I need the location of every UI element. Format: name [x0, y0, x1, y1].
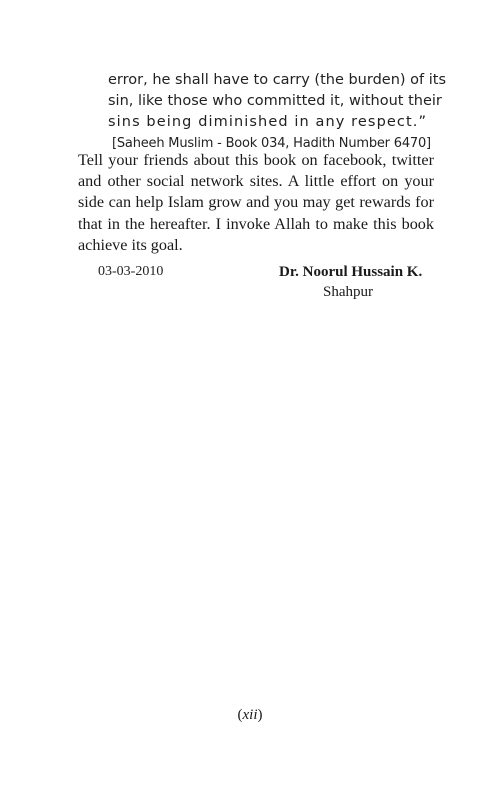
quote-line: sin, like those who committed it, without their — [108, 93, 442, 109]
paragraph-line: achieve its goal. — [78, 235, 183, 254]
page-number-value: xii — [242, 707, 258, 723]
hadith-quote — [108, 70, 447, 154]
signature-block — [279, 262, 422, 302]
quote-line: error, he shall have to carry (the burden) of its — [108, 72, 447, 88]
page-number-open: ( — [237, 707, 243, 723]
author-place: Shahpur — [323, 284, 373, 300]
paragraph-line: side can help Islam grow and you may get rewards for — [78, 193, 434, 212]
quote-citation: [Saheeh Muslim - Book 034, Hadith Number 6470] — [112, 136, 431, 151]
paragraph-line: that in the hereafter. I invoke Allah to make this book — [78, 214, 434, 233]
paragraph-line: and other social network sites. A little effort on your — [78, 172, 434, 191]
page-number — [0, 707, 500, 724]
body-paragraph — [78, 150, 434, 256]
date: 03-03-2010 — [98, 264, 164, 279]
paragraph-line: Tell your friends about this book on facebook, twitter — [78, 151, 434, 169]
quote-line: sins being diminished in any respect.” — [108, 114, 428, 130]
author-name: Dr. Noorul Hussain K. — [279, 264, 423, 280]
page-number-close: ) — [257, 707, 263, 723]
